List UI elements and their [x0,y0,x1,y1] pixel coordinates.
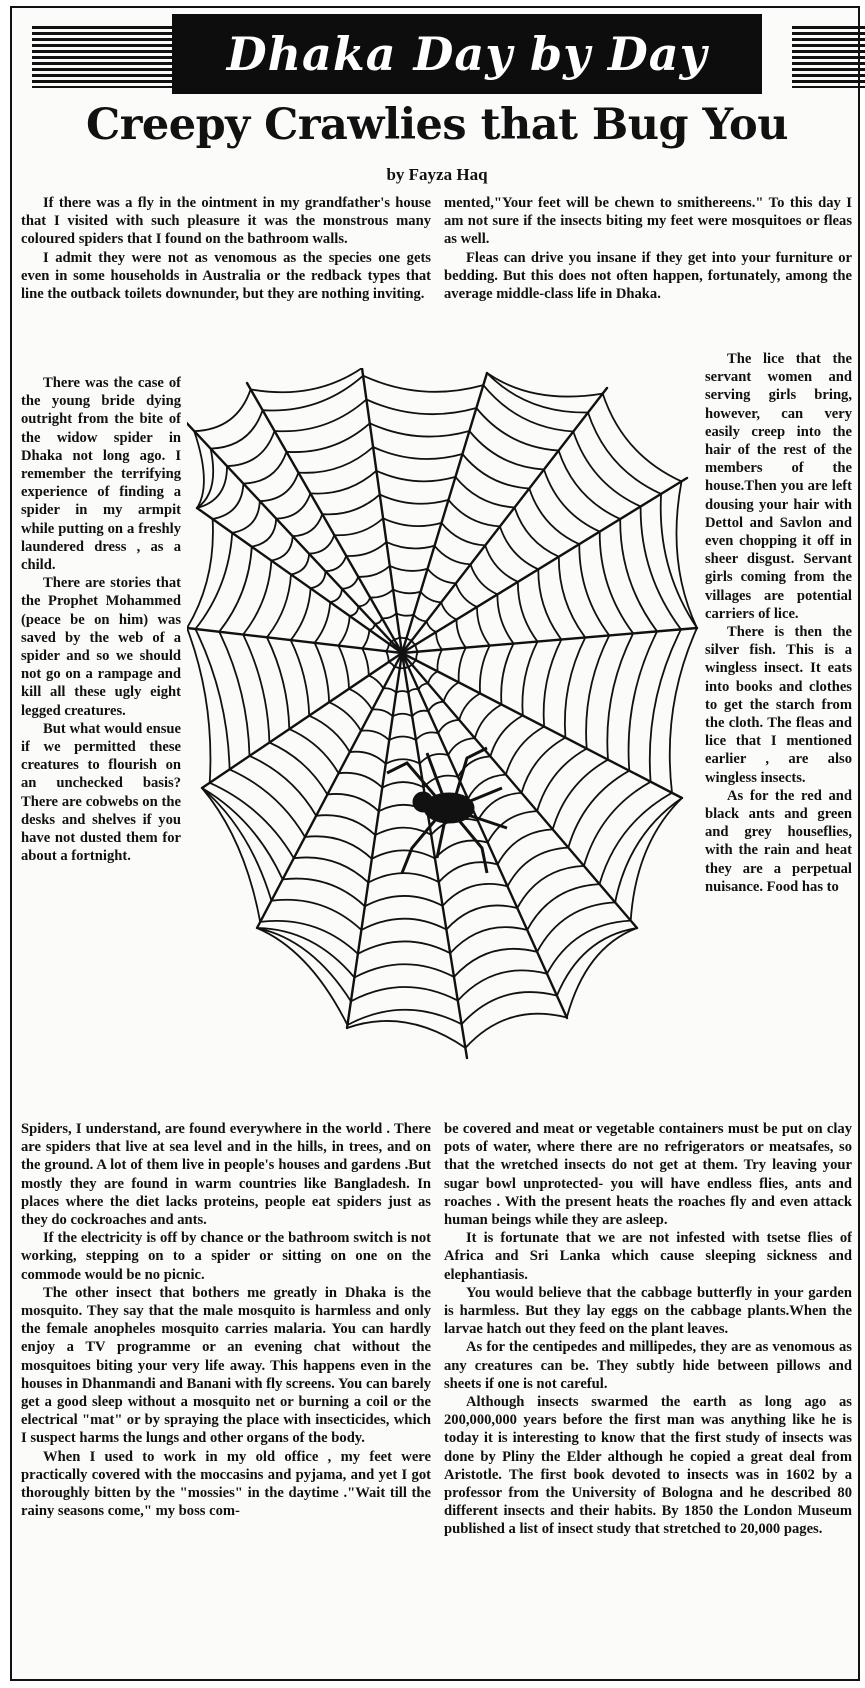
web-ring [210,783,294,858]
web-ring [289,729,338,773]
article-column-right-narrow [705,350,852,1120]
web-ring [369,675,384,688]
web-ring [506,727,544,775]
web-ring [435,546,471,565]
web-ring [219,632,249,756]
web-ring [310,471,376,494]
web-ring [309,716,350,752]
web-ring [497,594,513,643]
web-ring [676,481,697,628]
web-ring [420,754,448,764]
web-ring [529,489,579,545]
web-ring [283,879,365,907]
web-strand [402,373,487,653]
web-ring [386,651,389,662]
web-strand [247,383,402,653]
web-ring [471,564,498,594]
web-ring [469,431,544,470]
web-ring [305,836,372,859]
web-ring [293,514,323,536]
web-ring [424,776,458,788]
banner-stripes-left [32,26,172,88]
web-ring [382,613,396,618]
web-ring [487,373,603,397]
web-ring [363,376,483,392]
web-ring [386,644,389,651]
web-ring [358,598,370,607]
web-ring [382,782,423,788]
article-column-2 [444,194,852,344]
web-ring [309,535,334,554]
web-ring [412,660,416,665]
web-ring [480,646,490,694]
web-ring [361,731,389,741]
web-ring [475,705,502,739]
paragraph: There is then the silver fish. This is a wingless insect. It eats into books and clothes to get the starch from the cloth. The fleas and lice that I mentioned earlier , are also wingless insects. [705,624,852,786]
web-ring [243,452,286,484]
web-ring [462,992,557,1024]
web-ring [347,1021,465,1048]
web-ring [311,571,326,588]
web-ring [227,431,275,466]
web-ring [271,536,292,560]
web-ring [443,884,508,906]
web-ring [350,752,386,764]
web-ring [600,532,634,634]
web-ring [670,628,697,793]
web-ring [416,732,438,740]
web-ring [194,431,204,508]
web-ring [358,566,390,577]
web-ring [428,671,438,683]
web-ring [394,637,400,639]
web-ring [195,533,232,629]
web-ring [456,620,465,648]
web-ring [588,413,661,494]
web-ring [390,566,428,571]
web-ring [456,583,477,607]
web-ring [498,829,553,864]
headline: Creepy Crawlies that Bug You [86,100,788,150]
web-ring [269,743,327,795]
byline: by Fayza Haq [386,165,488,184]
paragraph: Fleas can drive you insane if they get into your furniture or bedding. But this does not often happen, fortunately, among the average middle-class life in Dhaka. [444,249,852,303]
web-ring [428,702,443,712]
web-ring [416,645,418,652]
web-ring [522,738,566,793]
article-column-6 [444,1120,852,1680]
web-ring [419,683,429,689]
web-ring [629,631,658,770]
column-title: Dhaka Day by Day [172,14,762,94]
web-ring [276,493,310,518]
paragraph: But what would ensue if we permitted these creatures to flourish on an unchecked basis? There are cobwebs on the desks and shelves if you have not dusted them for about a fortnight. [21,720,181,865]
web-ring [518,582,538,642]
web-ring [291,640,310,716]
web-ring [362,648,369,675]
web-ring [537,749,587,812]
web-ring [372,709,393,716]
web-ring [408,689,418,692]
web-ring [441,602,456,619]
web-strand [402,653,467,1058]
web-ring [350,606,359,616]
web-ring [436,632,442,650]
paragraph: It is fortunate that we are not infested with tsetse flies of Africa and Sri Lanka which cause sleeping sickness and elephantiasis. [444,1230,852,1283]
web-ring [219,547,252,632]
web-ring [444,682,459,701]
paragraph: Spiders, I understand, are found everywhere in the world . There are spiders that live at sea level and in the hills, in trees, and on the ground. A lot of them live in people's houses and gardens .But mostly they are found in warm countries like Bangladesh. In places where the diet lacks proteins, people eat spiders just as they do cockroaches and ants. [21,1121,431,1229]
web-strand [197,508,402,653]
article-column-left-narrow [21,374,181,1119]
web-ring [389,662,395,667]
web-ring [260,473,299,502]
web-ring [600,793,673,884]
web-ring [342,577,358,589]
web-ring [439,862,498,882]
web-ring [455,477,514,508]
web-ring [538,569,561,639]
web-ring [252,519,276,547]
banner-stripes-right [792,26,865,88]
paragraph: The lice that the servant women and serving girls bring, however, can very easily creep into the hair of the rest of the members of the house.Then you are left dousing your hair with Dettol and Savlon and even chopping it off in sheer disgust. Servant girls coming from the villages are potential carriers of lice. [705,351,852,622]
paragraph: be covered and meat or vegetable containers must be put on clay pots of water, where there are no refrigerators or meatsafes, so that the wretched insects do not get at them. Try leaving your sugar bowl unprotected- you will have endless flies, ants and roaches . With the present heats the roaches fly and even attack human beings while they are asleep. [444,1121,852,1229]
web-ring [316,815,375,835]
web-ring [369,624,374,630]
web-ring [380,495,449,504]
web-ring [370,590,393,598]
web-ring [442,523,486,546]
web-ring [437,650,442,672]
web-ring [370,423,470,436]
web-ring [393,714,412,717]
web-ring [393,590,421,594]
web-ring [346,542,386,556]
web-strand [402,653,567,1018]
web-ring [187,519,213,628]
web-ring [515,508,559,557]
web-ring [376,471,455,482]
web-ring [537,902,615,952]
web-ring [412,711,428,716]
web-ring [330,589,342,602]
web-ring [446,905,517,929]
web-ring [372,850,435,858]
web-ring [389,736,416,740]
paragraph: When I used to work in my old office , my feet were practically covered with the moccasins and pyjama, and yet I got thoroughly bitten by the "mossies" in the daytime ."Wait till the rainy seasons come," my boss com- [21,1448,431,1520]
column-banner [32,14,865,94]
paragraph: If the electricity is off by chance or the bathroom switch is not working, stepping on to a spider or sitting on one on the commode would be no picnic. [21,1230,431,1283]
paragraph: mented,"Your feet will be chewn to smithereens." To this day I am not sure if the insects biting my feet were mosquitoes or fleas as well. [444,195,852,248]
web-ring [339,773,383,788]
web-ring [459,694,480,720]
web-ring [414,615,427,622]
web-ring [615,798,682,902]
web-strand [402,478,687,653]
web-ring [329,702,361,731]
web-ring [362,630,369,649]
web-ring [327,794,378,811]
web-ring [386,759,420,764]
web-ring [477,607,490,646]
web-ring [508,848,569,887]
web-ring [448,738,475,755]
web-ring [267,575,291,638]
paragraph: There was the case of the young bride dying outright from the bite of the widow spider in Dhaka not long ago. I remember the terrifying experience of finding a spider in my armpit while putting on a freshly laundered dress , as a child. [21,375,181,574]
web-ring [586,635,609,748]
web-ring [326,556,347,571]
web-ring [275,400,367,432]
web-ring [584,782,651,866]
web-strand [402,388,607,653]
web-ring [291,588,311,640]
web-ring [354,964,454,977]
web-ring [361,919,446,930]
web-ring [368,873,439,882]
web-ring [315,602,331,643]
web-ring [454,949,537,977]
web-ring [375,618,382,624]
web-strand [362,368,402,653]
web-ring [522,642,537,716]
web-ring [267,637,289,729]
web-ring [322,495,380,515]
web-ring [565,638,585,738]
article-column-5 [21,1120,431,1680]
web-ring [603,394,682,482]
web-ring [366,400,476,415]
web-ring [421,592,442,603]
paragraph: As for the centipedes and millipedes, they are as venomous as any creatures can be. They subtly hide between pillows and sheets if one is not careful. [444,1339,852,1392]
web-ring [386,542,434,548]
paragraph: Although insects swarmed the earth as long ago as 200,000,000 years before the first man was anything like he is today it is interesting to know that the first study of insects was done by Pliny the Elder although he copied a great deal from Aristotle. The first book devoted to insects was in 1602 by a professor from the University of Bologna and he described 80 different insects and their habits. By 1850 the London Museum published a list of insect study that stretched to 20,000 pages. [444,1394,852,1538]
web-ring [650,629,681,781]
web-ring [338,646,349,689]
web-ring [351,987,458,1001]
web-ring [338,616,349,646]
web-ring [568,771,629,848]
web-ring [197,449,213,508]
web-ring [427,621,437,632]
web-ring [383,518,441,526]
newspaper-page [10,6,860,1681]
spider-icon [387,748,507,873]
web-ring [383,688,396,692]
paragraph: I admit they were not as venomous as the species one gets even in some households in Australia or the redback types that line the outback toilets downunder, but they are nothing inviting. [21,249,431,303]
web-ring [194,389,250,431]
web-ring [349,689,372,710]
web-ring [631,798,682,921]
web-ring [428,569,456,584]
web-ring [462,454,529,489]
web-ring [271,900,361,930]
web-ring [291,554,309,575]
web-ring [365,896,443,906]
web-ring [230,769,305,837]
web-ring [373,447,462,459]
web-ring [396,691,408,693]
web-ring [287,423,370,452]
web-ring [438,720,459,733]
web-ring [579,544,609,635]
web-ring [211,410,263,448]
paragraph: You would believe that the cabbage butterfly in your garden is harmless. But they lay eggs on the cabbage plants.When the larvae hatch out they feed on the plant leaves. [444,1284,852,1338]
paragraph: If there was a fly in the ointment in my grandfather's house that I visited with such pleasure it was the monstrous many coloured spiders that I found on the bathroom walls. [21,195,431,248]
article-column-1 [21,194,431,374]
spider-web-illustration [187,368,702,1088]
web-ring [315,643,330,702]
web-ring [187,628,210,783]
web-ring [465,1014,566,1048]
web-ring [501,644,513,705]
web-ring [213,484,244,519]
web-ring [400,637,407,638]
web-ring [195,629,229,769]
paragraph: As for the red and black ants and green and grey houseflies, with the rain and heat they are a perpetual nuisance. Food has to [705,787,852,895]
web-ring [487,373,588,413]
web-ring [557,928,637,996]
paragraph: There are stories that the Prophet Mohammed (peace be on him) was saved by the web of a spider and so we should not go on a rampage and kill all these ugly eight legged creatures. [21,575,181,719]
web-ring [416,652,418,661]
web-ring [459,648,466,683]
web-ring [544,640,562,727]
web-ring [334,518,383,535]
web-ring [396,613,413,615]
web-ring [488,811,537,842]
web-strand [202,653,402,788]
paragraph: The other insect that bothers me greatly in Dhaka is the mosquito. They say that the male mosquito is harmless and only the female anopheles mosquito carries malaria. You can hardly enjoy a TV programme or an evening chat without the mosquitoes biting your very life away. This happens even in the houses in Dhanmandi and Banani with fly screens. You can barely get a good sleep without a mosquito net or burning a coil or the electrical "mat" or by spraying the place with insecticides, which I suspect harms the lungs and other organs of the body. [21,1284,431,1447]
web-ring [358,941,450,953]
web-ring [500,526,538,569]
